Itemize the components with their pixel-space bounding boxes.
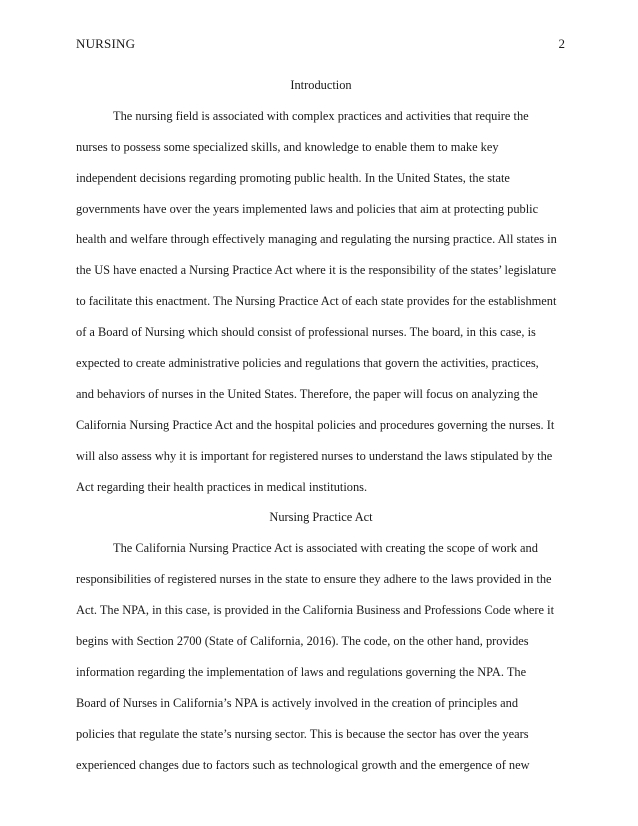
paragraph-line: independent decisions regarding promoting public health. In the United States, the state xyxy=(76,170,510,185)
paragraph-line: information regarding the implementation of laws and regulations governing the NPA. The xyxy=(76,664,527,679)
paragraph-line: policies that regulate the state’s nursing sector. This is because the sector has over the years xyxy=(76,726,529,741)
paragraph-line: nurses to possess some specialized skills, and knowledge to enable them to make key xyxy=(76,139,499,154)
paragraph-line: the US have enacted a Nursing Practice Act where it is the responsibility of the states’ legislature xyxy=(76,263,557,278)
paragraph-line: will also assess why it is important for registered nurses to understand the laws stipulated by the xyxy=(76,448,553,463)
section-heading-introduction: Introduction xyxy=(290,78,352,92)
paragraph-line: The nursing field is associated with complex practices and activities that require the xyxy=(113,108,529,123)
section-heading-nursing-practice-act: Nursing Practice Act xyxy=(269,510,373,525)
paragraph-line: and behaviors of nurses in the United States. Therefore, the paper will focus on analyzing the xyxy=(76,386,538,401)
paragraph-line: experienced changes due to factors such as technological growth and the emergence of new xyxy=(76,757,530,772)
page-number: 2 xyxy=(558,36,565,51)
document-body xyxy=(76,70,566,780)
running-head: NURSING xyxy=(76,36,136,51)
paragraph-line: begins with Section 2700 (State of California, 2016). The code, on the other hand, provides xyxy=(76,634,529,649)
paragraph-line: responsibilities of registered nurses in the state to ensure they adhere to the laws provided in the xyxy=(76,572,552,587)
paragraph-line: Board of Nurses in California’s NPA is actively involved in the creation of principles and xyxy=(76,695,519,710)
paragraph-line: Act regarding their health practices in medical institutions. xyxy=(76,479,368,494)
paragraph-line: Act. The NPA, in this case, is provided in the California Business and Professions Code where it xyxy=(76,603,555,618)
paragraph-line: to facilitate this enactment. The Nursing Practice Act of each state provides for the establishment xyxy=(76,294,557,309)
paragraph-line: governments have over the years implemented laws and policies that aim at protecting public xyxy=(76,201,539,216)
paragraph-line: of a Board of Nursing which should consist of professional nurses. The board, in this case, is xyxy=(76,325,536,340)
paragraph-line: health and welfare through effectively managing and regulating the nursing practice. All states in xyxy=(76,232,557,247)
paragraph-line: expected to create administrative policies and regulations that govern the activities, practices, xyxy=(76,356,539,371)
paragraph-line: California Nursing Practice Act and the hospital policies and procedures governing the nurses. It xyxy=(76,417,555,432)
paragraph-line: The California Nursing Practice Act is associated with creating the scope of work and xyxy=(113,541,538,556)
